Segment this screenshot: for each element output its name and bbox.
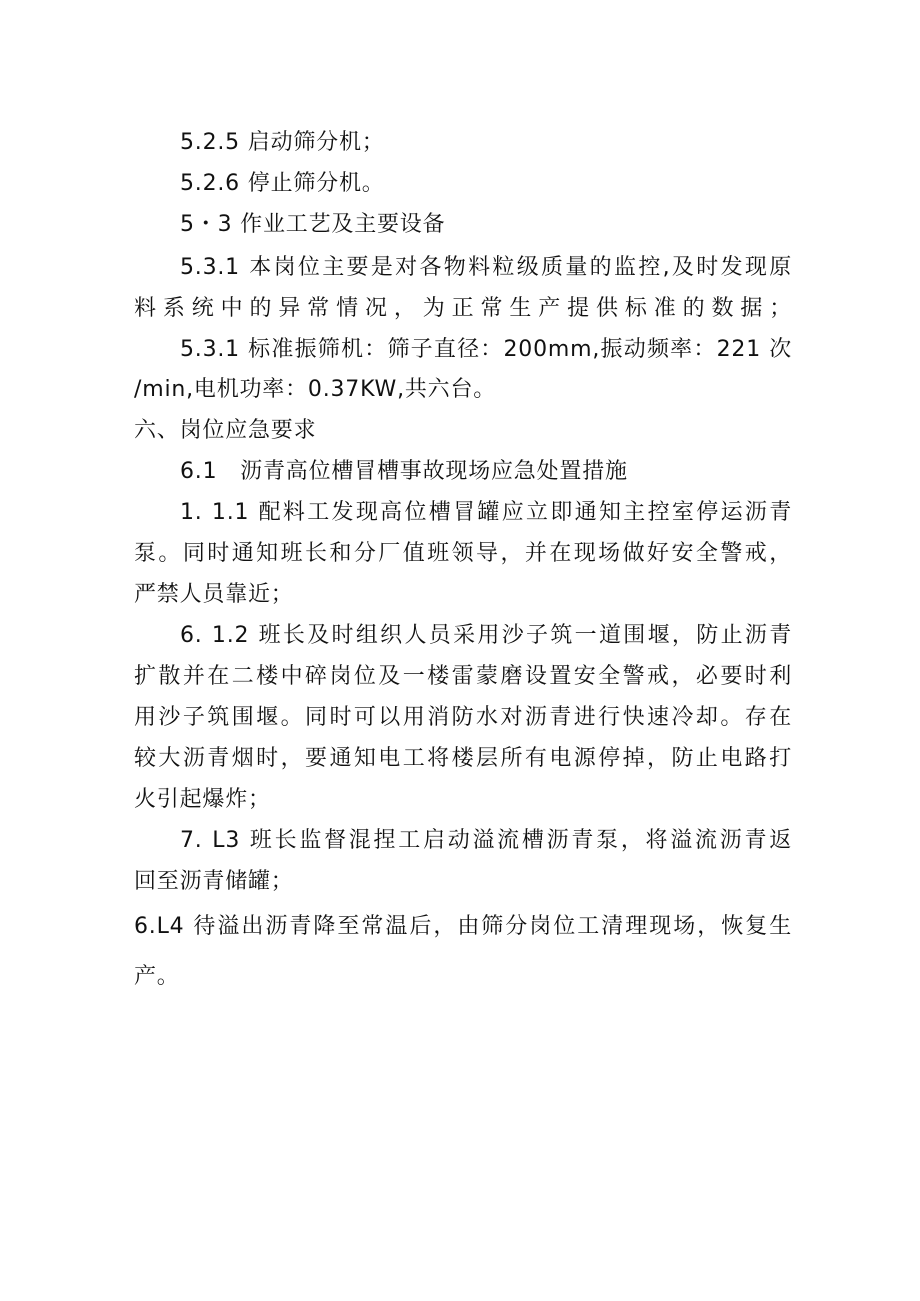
text-line-5-3-1-c: 5.3.1 标准振筛机：筛子直径：200mm,振动频率：221 次 [180,337,792,362]
text-line-5-2-6: 5.2.6 停止筛分机。 [180,171,385,196]
text-line-5-3-1-a: 5.3.1 本岗位主要是对各物料粒级质量的监控,及时发现原 [180,255,792,280]
text-line-6-1-2-c: 用沙子筑围堰。同时可以用消防水对沥青进行快速冷却。存在 [134,705,792,730]
text-line-5-3-1-d: /min,电机功率：0.37KW,共六台。 [134,377,497,402]
text-line-7-l3-b: 回至沥青储罐； [134,869,294,894]
chapter-heading-6: 六、岗位应急要求 [134,418,317,443]
text-line-6-1-2-d: 较大沥青烟时，要通知电工将楼层所有电源停掉，防止电路打 [134,746,792,771]
text-line-6-l4-a: 6.L4 待溢出沥青降至常温后，由筛分岗位工清理现场，恢复生 [134,914,792,939]
text-line-5-3-1-b: 料系统中的异常情况，为正常生产提供标准的数据； [134,296,792,321]
text-line-6-l4-b: 产。 [134,964,180,989]
text-line-6-1-2-b: 扩散并在二楼中碎岗位及一楼雷蒙磨设置安全警戒，必要时利 [134,664,792,689]
text-line-1-1-1-a: 1. 1.1 配料工发现高位槽冒罐应立即通知主控室停运沥青 [180,500,792,525]
text-line-6-1-2-a: 6. 1.2 班长及时组织人员采用沙子筑一道围堰，防止沥青 [180,623,792,648]
text-line-6-1-2-e: 火引起爆炸； [134,787,271,812]
section-heading-6-1: 6.1 沥青高位槽冒槽事故现场应急处置措施 [180,459,628,484]
text-line-7-l3-a: 7. L3 班长监督混捏工启动溢流槽沥青泵，将溢流沥青返 [180,828,792,853]
text-line-1-1-1-b: 泵。同时通知班长和分厂值班领导，并在现场做好安全警戒， [134,541,792,566]
section-heading-5-3: 5・3 作业工艺及主要设备 [180,212,446,237]
text-line-1-1-1-c: 严禁人员靠近； [134,582,294,607]
text-line-5-2-5: 5.2.5 启动筛分机； [180,130,385,155]
